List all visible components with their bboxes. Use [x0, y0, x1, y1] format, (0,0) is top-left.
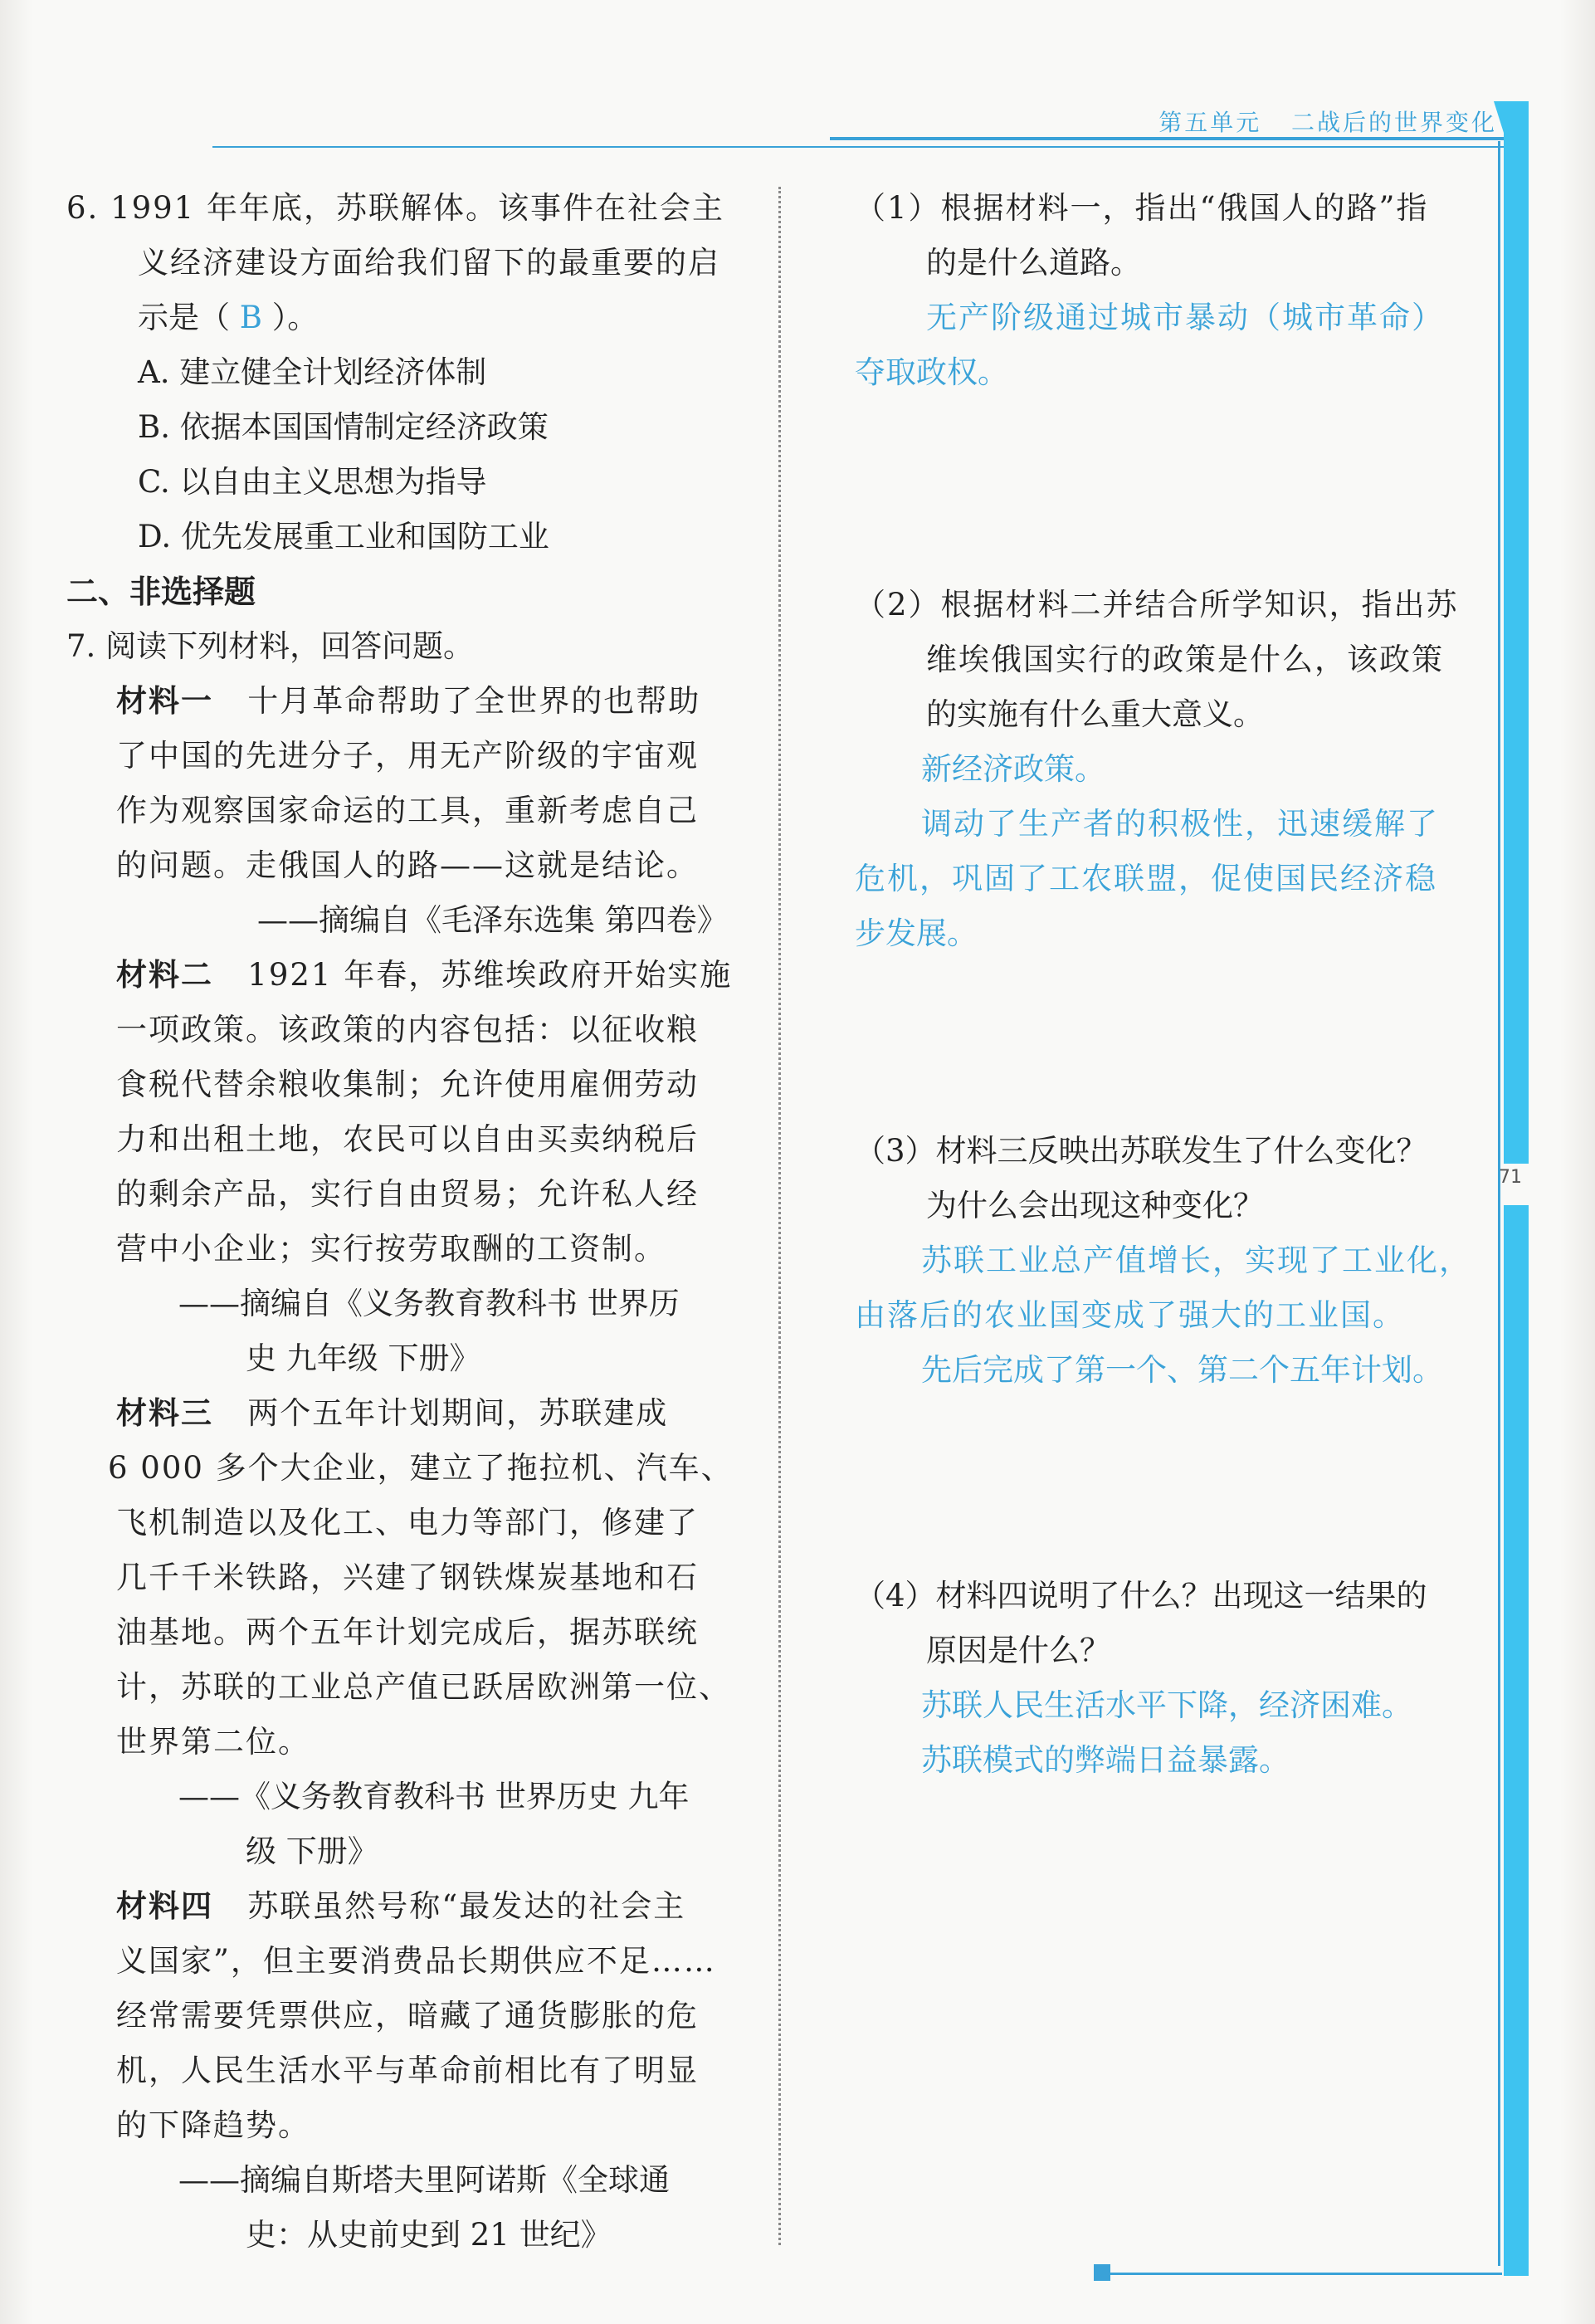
footer-square-icon	[1094, 2264, 1110, 2281]
material-3-line: 油基地。两个五年计划完成后，据苏联统	[116, 1614, 699, 1650]
material-4-label: 材料四	[116, 1888, 213, 1924]
sub-question-3-answer: 先后完成了第一个、第二个五年计划。	[921, 1352, 1443, 1388]
sub-question-2-answer: 调动了生产者的积极性，迅速缓解了	[921, 806, 1439, 842]
sub-question-2-text: 维埃俄国实行的政策是什么，该政策	[926, 642, 1444, 677]
sub-question-3-answer: 由落后的农业国变成了强大的工业国。	[855, 1297, 1405, 1333]
material-3-text: 两个五年计划期间，苏联建成	[247, 1395, 669, 1431]
material-3-line: 计，苏联的工业总产值已跃居欧洲第一位、	[116, 1669, 731, 1705]
material-3-line: 世界第二位。	[116, 1724, 310, 1760]
sub-question-4-text: （4）材料四说明了什么？出现这一结果的	[855, 1578, 1427, 1614]
material-4-line: 义国家”，但主要消费品长期供应不足……	[116, 1943, 716, 1979]
sub-question-1-answer: 无产阶级通过城市暴动（城市革命）	[926, 300, 1444, 335]
material-1-line	[66, 674, 747, 729]
material-3-source: ——《义务教育教科书 世界历史 九年	[178, 1779, 690, 1814]
sub-question-2-text: （2）根据材料二并结合所学知识，指出苏	[855, 587, 1459, 622]
material-1-line: 的问题。走俄国人的路——这就是结论。	[116, 847, 699, 883]
page-number: 71	[1499, 1167, 1522, 1188]
material-2-line: 力和出租土地，农民可以自由买卖纳税后	[116, 1121, 699, 1157]
unit-title: 二战后的世界变化	[1290, 109, 1497, 136]
header-rule	[830, 137, 1510, 140]
q6-line-2: 义经济建设方面给我们留下的最重要的启	[138, 245, 720, 281]
footer-rule	[1104, 2273, 1502, 2275]
material-2-text: 1921 年春，苏维埃政府开始实施	[247, 957, 733, 993]
sub-question-2-answer: 危机，巩固了工农联盟，促使国民经济稳	[855, 861, 1437, 896]
q6-prompt-pre: 示是（	[138, 300, 230, 335]
material-2-label: 材料二	[116, 957, 213, 993]
side-rule	[1498, 141, 1500, 2266]
sub-question-2-answer: 新经济政策。	[921, 751, 1105, 787]
material-1-line: 作为观察国家命运的工具，重新考虑自己	[116, 793, 699, 828]
option-d: D. 优先发展重工业和国防工业	[138, 519, 549, 554]
material-2-line	[66, 948, 747, 1003]
section-title: 二、非选择题	[66, 574, 256, 610]
sub-question-1-answer: 夺取政权。	[855, 354, 1008, 390]
material-3-line	[66, 1386, 747, 1441]
material-3-line: 飞机制造以及化工、电力等部门，修建了	[116, 1505, 699, 1540]
sub-question-1-text: 的是什么道路。	[926, 245, 1141, 281]
q6-line-3	[66, 290, 747, 345]
option-a: A. 建立健全计划经济体制	[138, 354, 487, 390]
material-1-label: 材料一	[116, 683, 213, 719]
material-2-source: 史 九年级 下册》	[246, 1340, 480, 1376]
sub-question-3-text: 为什么会出现这种变化？	[926, 1188, 1264, 1223]
material-1-line: 了中国的先进分子，用无产阶级的宇宙观	[116, 738, 699, 774]
material-3-label: 材料三	[116, 1395, 213, 1431]
material-4-line: 经常需要凭票供应，暗藏了通货膨胀的危	[116, 1998, 699, 2034]
sub-question-1	[855, 181, 1494, 400]
material-3-source: 级 下册》	[246, 1833, 378, 1869]
sub-question-2-text: 的实施有什么重大意义。	[926, 696, 1264, 732]
material-2-source: ——摘编自《义务教育教科书 世界历	[178, 1286, 680, 1321]
sub-question-4-answer: 苏联模式的弊端日益暴露。	[921, 1742, 1290, 1778]
material-2-line: 的剩余产品，实行自由贸易；允许私人经	[116, 1176, 699, 1212]
material-1-text: 十月革命帮助了全世界的也帮助	[247, 683, 701, 719]
material-4-text: 苏联虽然号称“最发达的社会主	[247, 1888, 686, 1924]
left-column	[66, 181, 747, 2263]
sub-question-4	[855, 1569, 1494, 1788]
material-4-line: 机，人民生活水平与革命前相比有了明显	[116, 2053, 699, 2088]
material-4-line: 的下降趋势。	[116, 2107, 310, 2143]
q6-answer: B	[239, 300, 262, 335]
option-b: B. 依据本国国情制定经济政策	[138, 409, 549, 445]
sub-question-3	[855, 1124, 1494, 1398]
material-4-source: ——摘编自斯塔夫里阿诺斯《全球通	[178, 2162, 670, 2198]
unit-label: 第五单元	[1158, 109, 1262, 136]
q6-prompt-post: ）。	[271, 300, 319, 335]
side-tab-lower	[1504, 1205, 1529, 2276]
sub-question-3-text: （3）材料三反映出苏联发生了什么变化？	[855, 1133, 1427, 1169]
side-tab-upper	[1504, 101, 1529, 1164]
q6-line-1: 6. 1991 年年底，苏联解体。该事件在社会主	[66, 190, 724, 226]
sub-question-4-answer: 苏联人民生活水平下降，经济困难。	[921, 1687, 1412, 1723]
q7-stem: 7. 阅读下列材料，回答问题。	[66, 628, 475, 664]
header-thin-rule	[212, 146, 1510, 148]
material-4-line	[66, 1879, 747, 1934]
option-c: C. 以自由主义思想为指导	[138, 464, 487, 500]
material-4-source: 史：从史前史到 21 世纪》	[246, 2217, 612, 2253]
sub-question-2-answer: 步发展。	[855, 915, 978, 951]
sub-question-1-text: （1）根据材料一，指出“俄国人的路”指	[855, 190, 1429, 226]
material-3-line: 6 000 多个大企业，建立了拖拉机、汽车、	[108, 1450, 734, 1486]
sub-question-4-text: 原因是什么？	[926, 1633, 1110, 1668]
material-3-line: 几千千米铁路，兴建了钢铁煤炭基地和石	[116, 1560, 699, 1595]
material-2-line: 一项政策。该政策的内容包括：以征收粮	[116, 1012, 699, 1047]
sub-question-3-answer: 苏联工业总产值增长，实现了工业化，	[921, 1243, 1471, 1278]
column-divider	[778, 187, 781, 2245]
material-1-source: ——摘编自《毛泽东选集 第四卷》	[257, 902, 728, 938]
sub-question-2	[855, 578, 1494, 961]
material-2-line: 营中小企业；实行按劳取酬的工资制。	[116, 1231, 666, 1267]
running-header	[1158, 105, 1497, 138]
material-2-line: 食税代替余粮收集制；允许使用雇佣劳动	[116, 1067, 699, 1102]
